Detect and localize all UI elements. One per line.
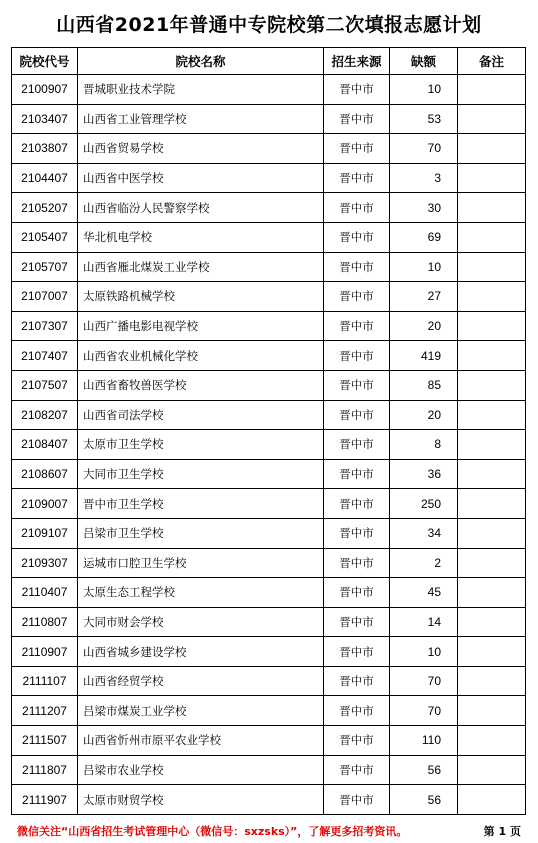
- table-body: [12, 75, 526, 815]
- cell-vacancy: 70: [390, 134, 458, 164]
- cell-code: 2107407: [12, 341, 78, 371]
- table-row: [12, 785, 526, 815]
- cell-remark: [458, 252, 526, 282]
- cell-remark: [458, 341, 526, 371]
- cell-source: 晋中市: [324, 637, 390, 667]
- cell-code: 2111107: [12, 666, 78, 696]
- cell-source: 晋中市: [324, 163, 390, 193]
- cell-code: 2103807: [12, 134, 78, 164]
- cell-name: 山西省雁北煤炭工业学校: [78, 252, 324, 282]
- cell-remark: [458, 755, 526, 785]
- table-row: [12, 193, 526, 223]
- cell-vacancy: 10: [390, 252, 458, 282]
- cell-code: 2100907: [12, 75, 78, 105]
- cell-source: 晋中市: [324, 696, 390, 726]
- cell-vacancy: 8: [390, 430, 458, 460]
- cell-name: 山西省农业机械化学校: [78, 341, 324, 371]
- cell-code: 2111907: [12, 785, 78, 815]
- cell-source: 晋中市: [324, 252, 390, 282]
- cell-remark: [458, 548, 526, 578]
- wechat-note: 微信关注“山西省招生考试管理中心（微信号：sxzsks）”，了解更多招考资讯。: [17, 825, 408, 838]
- cell-vacancy: 20: [390, 311, 458, 341]
- cell-vacancy: 110: [390, 726, 458, 756]
- table-row: [12, 578, 526, 608]
- table-row: [12, 341, 526, 371]
- cell-name: 山西省城乡建设学校: [78, 637, 324, 667]
- table-row: [12, 755, 526, 785]
- cell-remark: [458, 104, 526, 134]
- cell-code: 2107507: [12, 370, 78, 400]
- cell-remark: [458, 163, 526, 193]
- cell-vacancy: 45: [390, 578, 458, 608]
- cell-name: 吕梁市煤炭工业学校: [78, 696, 324, 726]
- cell-name: 山西广播电影电视学校: [78, 311, 324, 341]
- cell-remark: [458, 578, 526, 608]
- cell-name: 山西省贸易学校: [78, 134, 324, 164]
- table-row: [12, 370, 526, 400]
- cell-vacancy: 70: [390, 666, 458, 696]
- cell-vacancy: 2: [390, 548, 458, 578]
- table-row: [12, 104, 526, 134]
- cell-code: 2108407: [12, 430, 78, 460]
- cell-code: 2110407: [12, 578, 78, 608]
- cell-code: 2104407: [12, 163, 78, 193]
- cell-code: 2111207: [12, 696, 78, 726]
- cell-code: 2109007: [12, 489, 78, 519]
- table-row: [12, 400, 526, 430]
- plan-table: [11, 47, 526, 815]
- table-row: [12, 637, 526, 667]
- cell-remark: [458, 222, 526, 252]
- table-row: [12, 696, 526, 726]
- cell-vacancy: 10: [390, 637, 458, 667]
- cell-remark: [458, 282, 526, 312]
- cell-code: 2108207: [12, 400, 78, 430]
- page-title: 山西省2021年普通中专院校第二次填报志愿计划: [56, 14, 482, 36]
- cell-source: 晋中市: [324, 222, 390, 252]
- cell-name: 大同市财会学校: [78, 607, 324, 637]
- cell-name: 太原市财贸学校: [78, 785, 324, 815]
- cell-source: 晋中市: [324, 311, 390, 341]
- cell-vacancy: 250: [390, 489, 458, 519]
- cell-remark: [458, 726, 526, 756]
- table-row: [12, 459, 526, 489]
- cell-code: 2108607: [12, 459, 78, 489]
- cell-code: 2105707: [12, 252, 78, 282]
- cell-name: 山西省忻州市原平农业学校: [78, 726, 324, 756]
- page-number: 第 1 页: [483, 825, 521, 838]
- table-row: [12, 518, 526, 548]
- cell-code: 2110807: [12, 607, 78, 637]
- cell-remark: [458, 637, 526, 667]
- cell-code: 2107307: [12, 311, 78, 341]
- table-row: [12, 607, 526, 637]
- cell-remark: [458, 400, 526, 430]
- cell-name: 太原生态工程学校: [78, 578, 324, 608]
- cell-code: 2110907: [12, 637, 78, 667]
- cell-name: 晋中市卫生学校: [78, 489, 324, 519]
- cell-remark: [458, 489, 526, 519]
- cell-name: 山西省工业管理学校: [78, 104, 324, 134]
- cell-remark: [458, 370, 526, 400]
- cell-code: 2107007: [12, 282, 78, 312]
- cell-remark: [458, 666, 526, 696]
- table-row: [12, 430, 526, 460]
- cell-vacancy: 20: [390, 400, 458, 430]
- cell-remark: [458, 193, 526, 223]
- cell-vacancy: 53: [390, 104, 458, 134]
- table-row: [12, 311, 526, 341]
- cell-name: 山西省中医学校: [78, 163, 324, 193]
- cell-name: 吕梁市卫生学校: [78, 518, 324, 548]
- cell-source: 晋中市: [324, 341, 390, 371]
- cell-remark: [458, 459, 526, 489]
- cell-code: 2103407: [12, 104, 78, 134]
- table-row: [12, 726, 526, 756]
- cell-source: 晋中市: [324, 755, 390, 785]
- header-remark: 备注: [458, 48, 526, 75]
- cell-name: 运城市口腔卫生学校: [78, 548, 324, 578]
- cell-vacancy: 10: [390, 75, 458, 105]
- cell-source: 晋中市: [324, 607, 390, 637]
- cell-remark: [458, 696, 526, 726]
- cell-vacancy: 36: [390, 459, 458, 489]
- cell-source: 晋中市: [324, 370, 390, 400]
- cell-remark: [458, 518, 526, 548]
- cell-remark: [458, 607, 526, 637]
- cell-source: 晋中市: [324, 104, 390, 134]
- cell-code: 2105407: [12, 222, 78, 252]
- cell-name: 太原铁路机械学校: [78, 282, 324, 312]
- cell-source: 晋中市: [324, 666, 390, 696]
- cell-name: 大同市卫生学校: [78, 459, 324, 489]
- cell-code: 2105207: [12, 193, 78, 223]
- cell-source: 晋中市: [324, 459, 390, 489]
- cell-code: 2109107: [12, 518, 78, 548]
- cell-source: 晋中市: [324, 548, 390, 578]
- cell-vacancy: 56: [390, 785, 458, 815]
- table-row: [12, 282, 526, 312]
- cell-vacancy: 34: [390, 518, 458, 548]
- cell-name: 华北机电学校: [78, 222, 324, 252]
- cell-vacancy: 30: [390, 193, 458, 223]
- cell-remark: [458, 311, 526, 341]
- cell-vacancy: 14: [390, 607, 458, 637]
- cell-vacancy: 85: [390, 370, 458, 400]
- cell-remark: [458, 75, 526, 105]
- cell-name: 山西省司法学校: [78, 400, 324, 430]
- cell-name: 山西省临汾人民警察学校: [78, 193, 324, 223]
- cell-name: 山西省经贸学校: [78, 666, 324, 696]
- cell-name: 吕梁市农业学校: [78, 755, 324, 785]
- header-code: 院校代号: [12, 48, 78, 75]
- table-row: [12, 75, 526, 105]
- cell-source: 晋中市: [324, 75, 390, 105]
- cell-source: 晋中市: [324, 134, 390, 164]
- cell-vacancy: 69: [390, 222, 458, 252]
- table-header-row: [12, 48, 526, 75]
- cell-remark: [458, 134, 526, 164]
- cell-source: 晋中市: [324, 489, 390, 519]
- cell-remark: [458, 430, 526, 460]
- cell-source: 晋中市: [324, 578, 390, 608]
- cell-name: 山西省畜牧兽医学校: [78, 370, 324, 400]
- table-row: [12, 548, 526, 578]
- cell-vacancy: 56: [390, 755, 458, 785]
- table-row: [12, 666, 526, 696]
- cell-source: 晋中市: [324, 518, 390, 548]
- cell-source: 晋中市: [324, 430, 390, 460]
- table-row: [12, 252, 526, 282]
- table-row: [12, 222, 526, 252]
- cell-source: 晋中市: [324, 400, 390, 430]
- cell-source: 晋中市: [324, 193, 390, 223]
- table-row: [12, 134, 526, 164]
- header-name: 院校名称: [78, 48, 324, 75]
- header-source: 招生来源: [324, 48, 390, 75]
- cell-vacancy: 70: [390, 696, 458, 726]
- cell-source: 晋中市: [324, 785, 390, 815]
- cell-remark: [458, 785, 526, 815]
- table-row: [12, 489, 526, 519]
- cell-source: 晋中市: [324, 726, 390, 756]
- cell-source: 晋中市: [324, 282, 390, 312]
- table-row: [12, 163, 526, 193]
- cell-code: 2109307: [12, 548, 78, 578]
- cell-code: 2111507: [12, 726, 78, 756]
- cell-vacancy: 419: [390, 341, 458, 371]
- cell-name: 太原市卫生学校: [78, 430, 324, 460]
- cell-name: 晋城职业技术学院: [78, 75, 324, 105]
- cell-vacancy: 3: [390, 163, 458, 193]
- header-vacancy: 缺额: [390, 48, 458, 75]
- cell-vacancy: 27: [390, 282, 458, 312]
- cell-code: 2111807: [12, 755, 78, 785]
